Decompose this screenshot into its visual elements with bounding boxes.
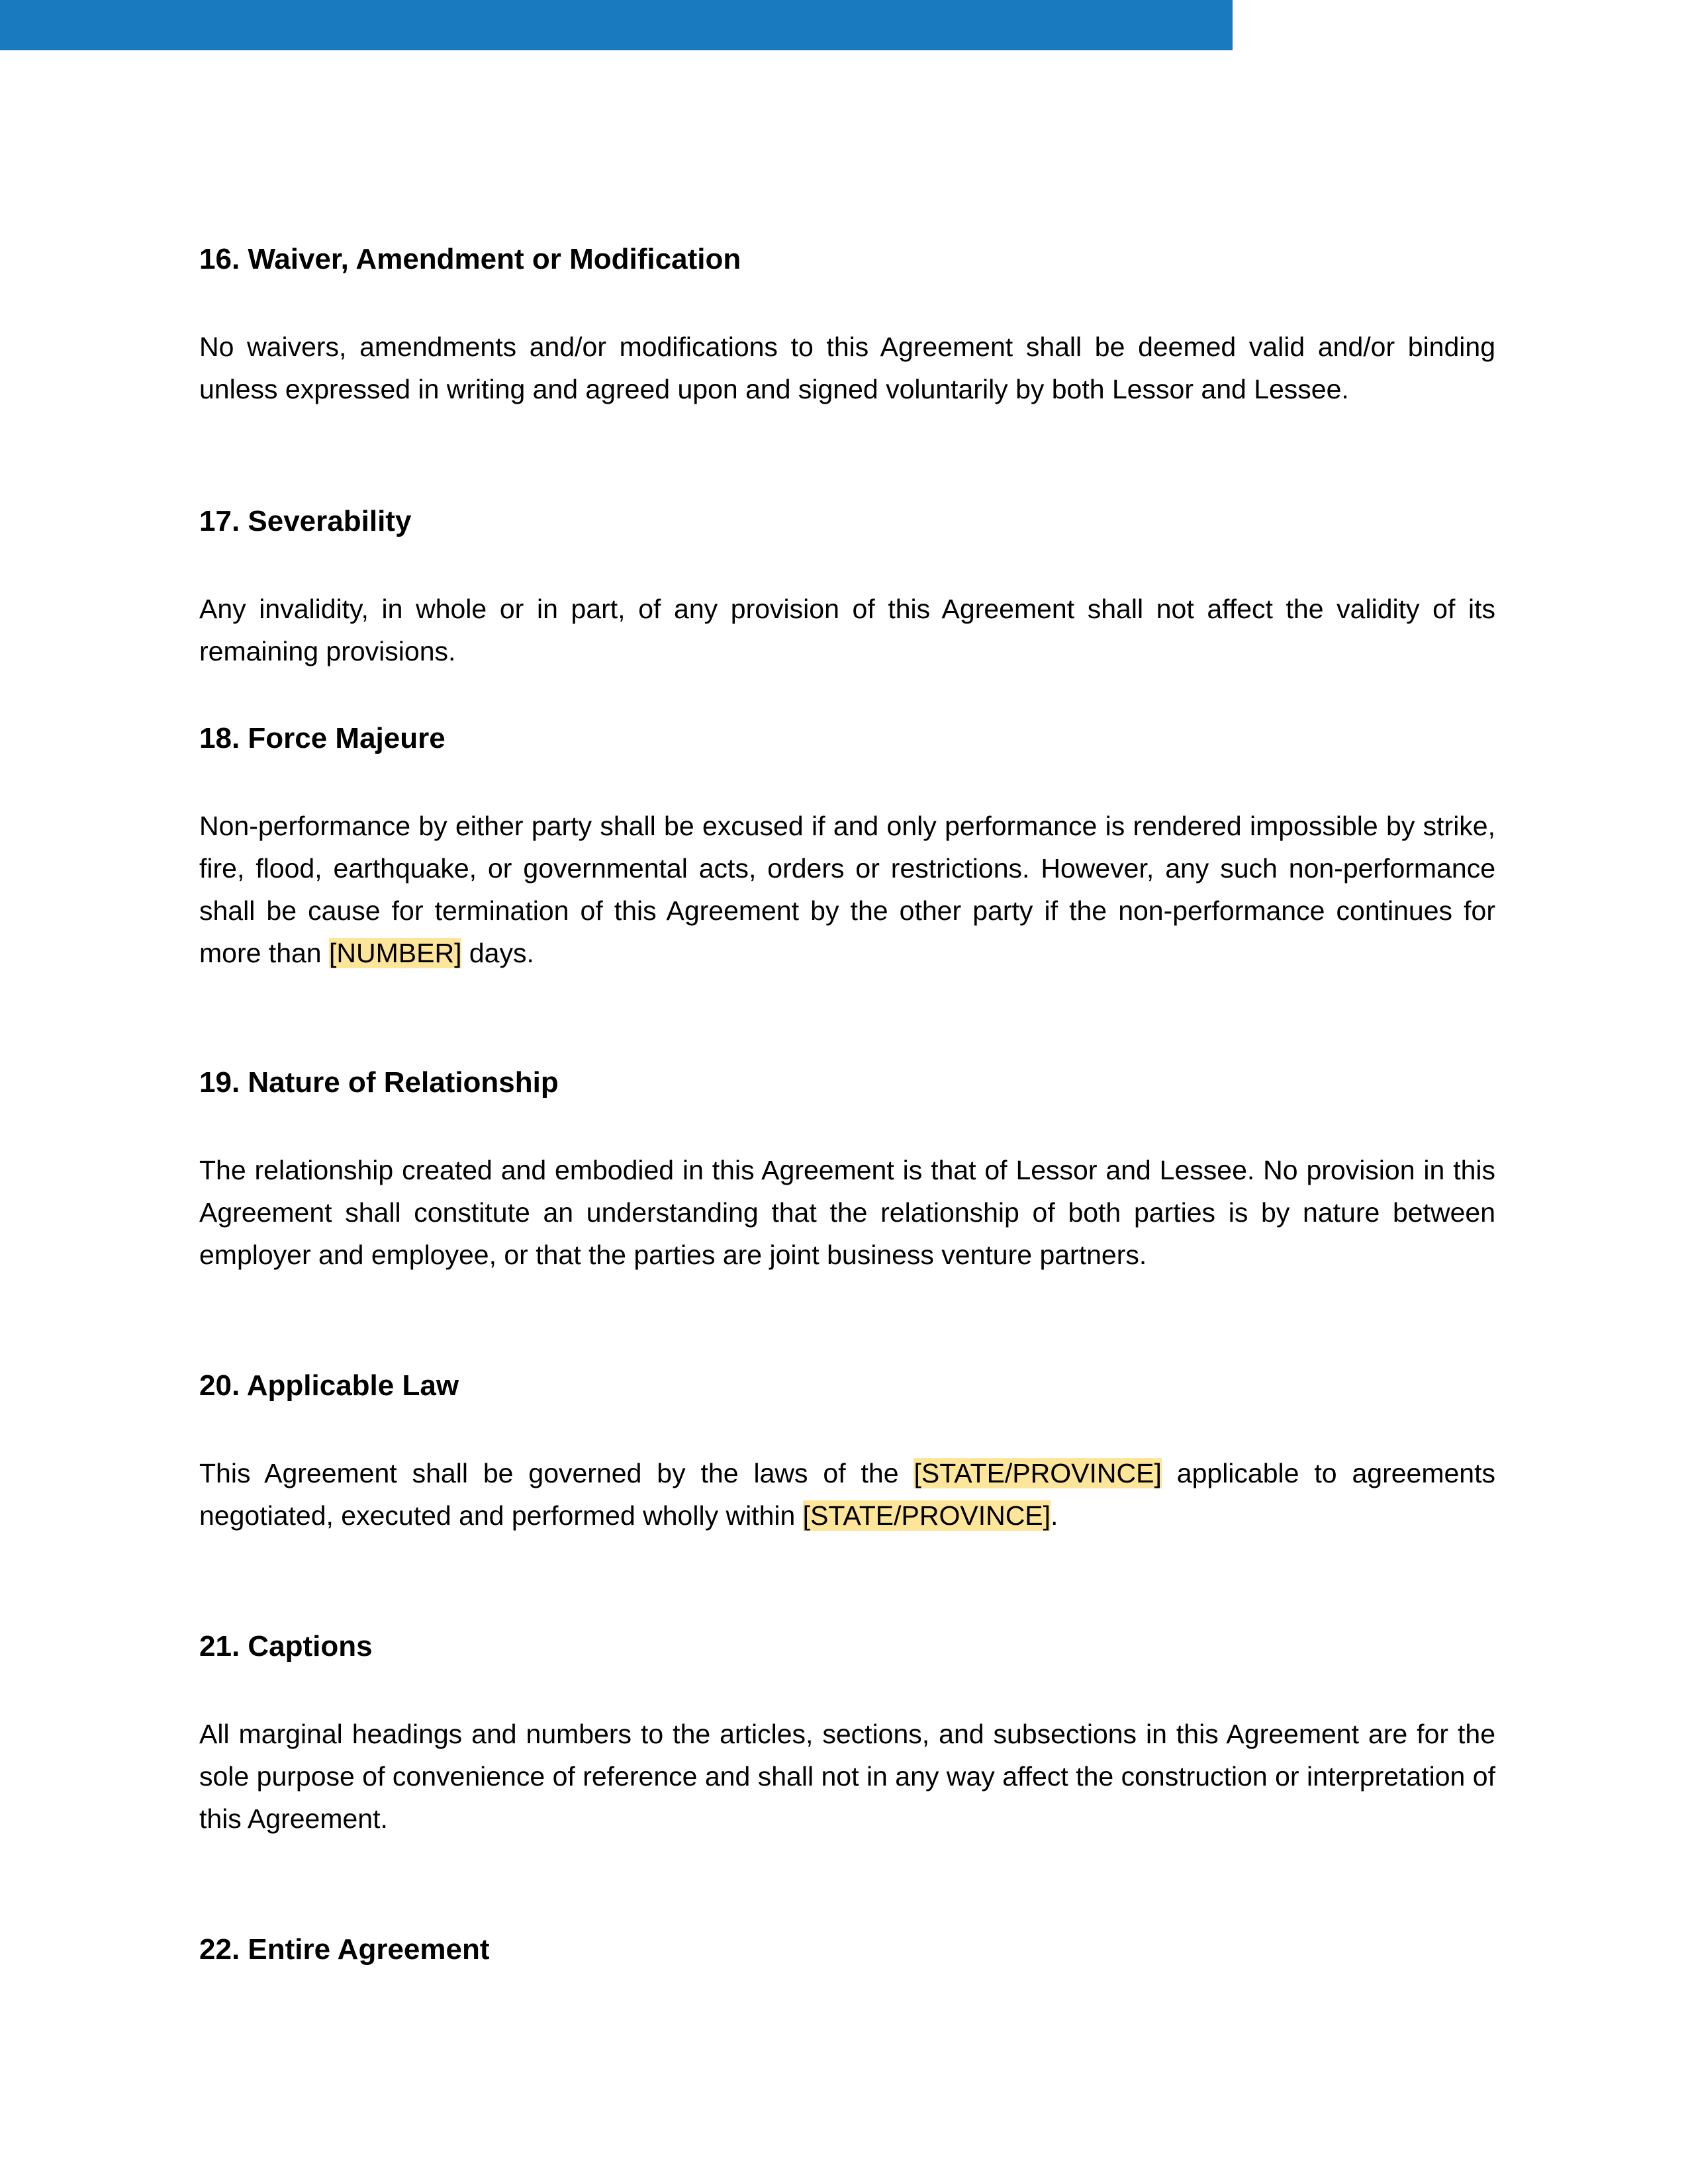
section-body: The relationship created and embodied in this Agreement is that of Lessor and Lessee. No provision in this Agreement shall constitute an understanding that the relationship of both parties is by nature between employer and employee, or that the parties are joint business venture partners. <box>199 1155 1495 1270</box>
placeholder-state-province: [STATE/PROVINCE] <box>914 1458 1162 1488</box>
body-text: Non-performance by either party shall be excused if and only performance is rendered impossible by strike, fire, flood, earthquake, or governmental acts, orders or restrictions. However, any such non-performance shall be cause for termination of this Agreement by the other party if the non-performance continues for more than <box>199 811 1495 968</box>
section-body: Any invalidity, in whole or in part, of any provision of this Agreement shall not affect the validity of its remaining provisions. <box>199 594 1495 666</box>
section-body: No waivers, amendments and/or modifications to this Agreement shall be deemed valid and/or binding unless expressed in writing and agreed upon and signed voluntarily by both Lessor and Lessee. <box>199 332 1495 404</box>
placeholder-number: [NUMBER] <box>329 938 462 968</box>
section-body <box>199 1452 1495 1537</box>
section-heading: 17. Severability <box>199 505 412 537</box>
body-text: . <box>1051 1500 1058 1531</box>
body-text: This Agreement shall be governed by the laws of the <box>199 1458 914 1488</box>
body-text: applicable to agreements negotiated, executed and performed wholly within <box>199 1458 1496 1531</box>
section-body <box>199 805 1495 974</box>
section-heading: 22. Entire Agreement <box>199 1933 490 1966</box>
document-content <box>199 238 1495 1971</box>
placeholder-state-province: [STATE/PROVINCE] <box>802 1500 1051 1531</box>
section-body: All marginal headings and numbers to the articles, sections, and subsections in this Agreement are for the sole purpose of convenience of reference and shall not in any way affect the construction or interpretation of this Agreement. <box>199 1719 1495 1834</box>
section-heading: 21. Captions <box>199 1630 373 1662</box>
header-accent-bar <box>0 0 1233 50</box>
section-heading: 16. Waiver, Amendment or Modification <box>199 243 741 275</box>
section-heading: 20. Applicable Law <box>199 1369 459 1402</box>
body-text: days. <box>461 938 534 968</box>
section-heading: 18. Force Majeure <box>199 722 445 754</box>
section-heading: 19. Nature of Relationship <box>199 1066 559 1099</box>
